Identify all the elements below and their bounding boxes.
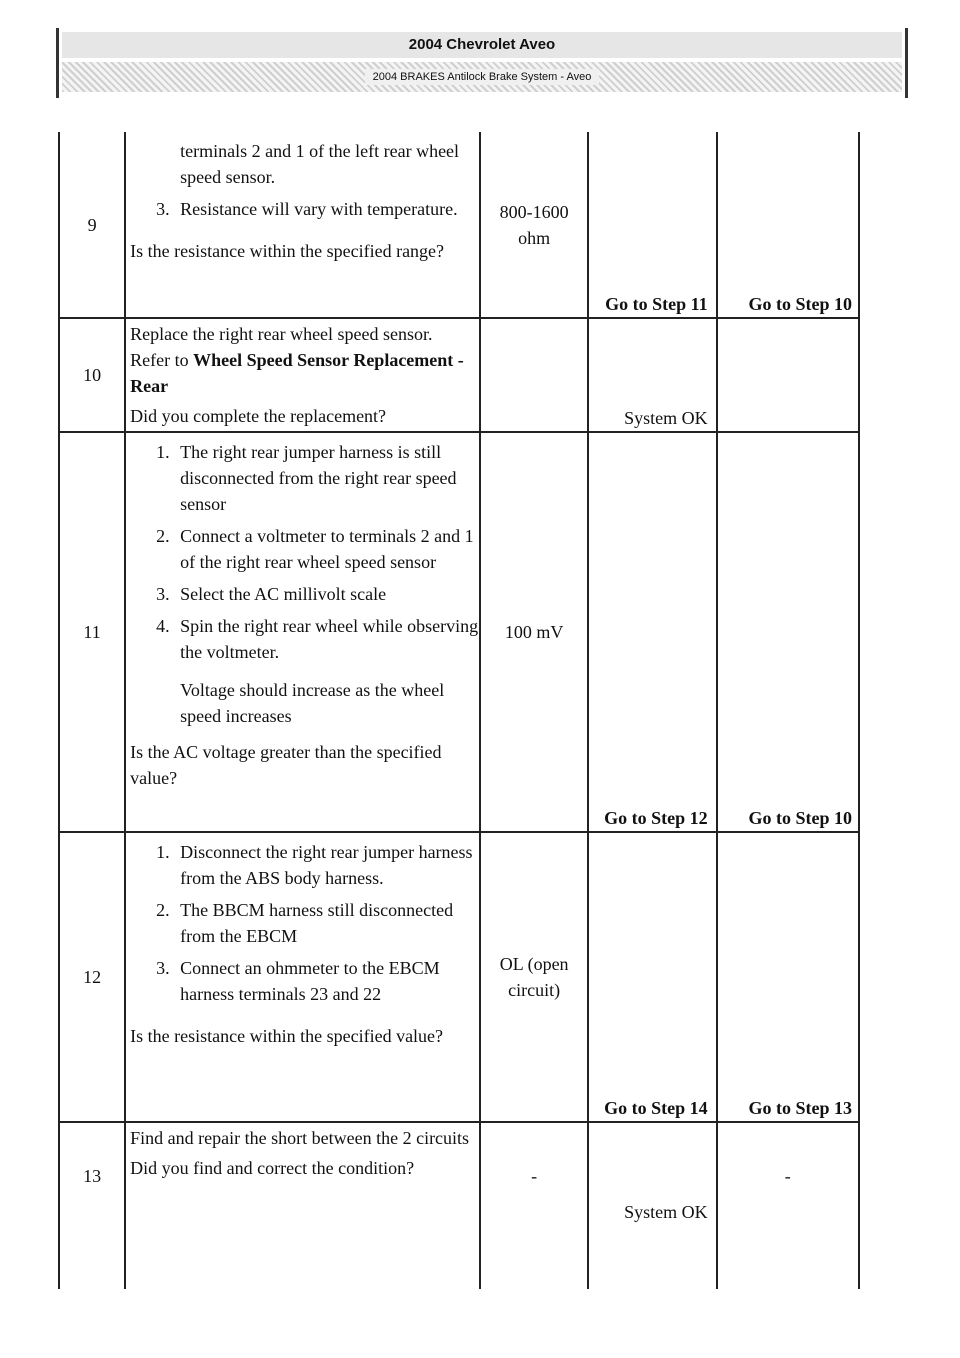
question-text: Is the AC voltage greater than the specified value? — [130, 742, 442, 788]
yes-cell — [588, 432, 716, 832]
action-cell — [125, 832, 480, 1122]
list-item: 1. The right rear jumper harness is still disconnected from the right rear speed sensor — [174, 439, 479, 517]
no-cell — [717, 1122, 859, 1289]
list-item: 3. Connect an ohmmeter to the EBCM harness terminals 23 and 22 — [174, 955, 479, 1007]
no-result[interactable] — [718, 291, 858, 317]
step-number: 9 — [59, 132, 125, 318]
question-text: Is the resistance within the specified range? — [130, 241, 445, 261]
yes-result[interactable] — [589, 291, 715, 317]
yes-result[interactable] — [589, 1095, 715, 1121]
no-link[interactable]: Go to Step 10 — [748, 294, 852, 314]
specified-value: 800-1600 ohm — [499, 201, 569, 248]
no-result[interactable] — [718, 1095, 858, 1121]
specified-value: OL (open circuit) — [499, 954, 569, 1000]
value-cell — [480, 318, 588, 432]
reference-link[interactable]: Wheel Speed Sensor Replacement - Rear — [130, 350, 464, 396]
action-cell — [125, 132, 480, 318]
list-item: 1. Disconnect the right rear jumper harness from the ABS body harness. — [174, 839, 479, 891]
no-cell — [717, 132, 859, 318]
yes-result[interactable] — [589, 805, 715, 831]
step-number — [59, 1122, 125, 1289]
list-item: 2. The BBCM harness still disconnected from the EBCM — [174, 897, 479, 949]
table-row — [59, 1122, 859, 1289]
list-item: terminals 2 and 1 of the left rear wheel speed sensor. — [180, 141, 460, 187]
no-link[interactable]: Go to Step 13 — [748, 1098, 852, 1118]
document-subtitle: 2004 BRAKES Antilock Brake System - Aveo — [365, 69, 600, 85]
action-cell — [125, 318, 480, 432]
procedure-list — [126, 833, 479, 1007]
yes-link[interactable]: Go to Step 14 — [604, 1098, 708, 1118]
yes-cell — [588, 318, 716, 432]
no-link[interactable]: Go to Step 10 — [748, 808, 852, 828]
action-text — [126, 319, 479, 401]
no-cell — [717, 832, 859, 1122]
yes-cell — [588, 132, 716, 318]
no-result: - — [784, 1166, 791, 1186]
step-number: 10 — [59, 318, 125, 432]
note-text: Voltage should increase as the wheel speed increases — [180, 680, 445, 726]
document-title: 2004 Chevrolet Aveo — [62, 32, 902, 58]
action-instruction: Replace the right rear wheel speed sensor. Refer to — [130, 324, 433, 370]
yes-cell — [588, 1122, 716, 1289]
list-item: 2. Connect a voltmeter to terminals 2 and 1 of the right rear wheel speed sensor — [174, 523, 479, 575]
no-cell — [717, 432, 859, 832]
value-cell — [480, 132, 588, 318]
specified-value: - — [531, 1166, 538, 1186]
document-subtitle-bar — [62, 62, 902, 92]
step-number: 12 — [59, 832, 125, 1122]
procedure-list — [126, 433, 479, 665]
question-text: Did you find and correct the condition? — [130, 1158, 415, 1178]
yes-link[interactable]: Go to Step 11 — [605, 294, 708, 314]
list-item: 3. Resistance will vary with temperature. — [174, 196, 479, 222]
list-item: 3. Select the AC millivolt scale — [174, 581, 479, 607]
action-cell — [125, 432, 480, 832]
specified-value: 100 mV — [504, 622, 564, 642]
step-number: 11 — [59, 432, 125, 832]
procedure-list — [126, 132, 479, 222]
list-item: 4. Spin the right rear wheel while observing the voltmeter. — [174, 613, 479, 665]
table-row — [59, 832, 859, 1122]
yes-result: System OK — [624, 1202, 708, 1222]
value-cell — [480, 432, 588, 832]
question-text: Is the resistance within the specified value? — [130, 1026, 444, 1046]
table-row — [59, 132, 859, 318]
step-number-label: 13 — [83, 1166, 102, 1186]
action-cell — [125, 1122, 480, 1289]
diagnostic-table — [58, 132, 860, 1289]
table-row — [59, 432, 859, 832]
value-cell — [480, 1122, 588, 1289]
yes-link[interactable]: Go to Step 12 — [604, 808, 708, 828]
action-text: Find and repair the short between the 2 circuits — [130, 1128, 470, 1148]
yes-cell — [588, 832, 716, 1122]
question-text: Did you complete the replacement? — [130, 406, 387, 426]
table-row — [59, 318, 859, 432]
no-result[interactable] — [718, 805, 858, 831]
no-cell — [717, 318, 859, 432]
yes-result: System OK — [624, 408, 708, 428]
value-cell — [480, 832, 588, 1122]
